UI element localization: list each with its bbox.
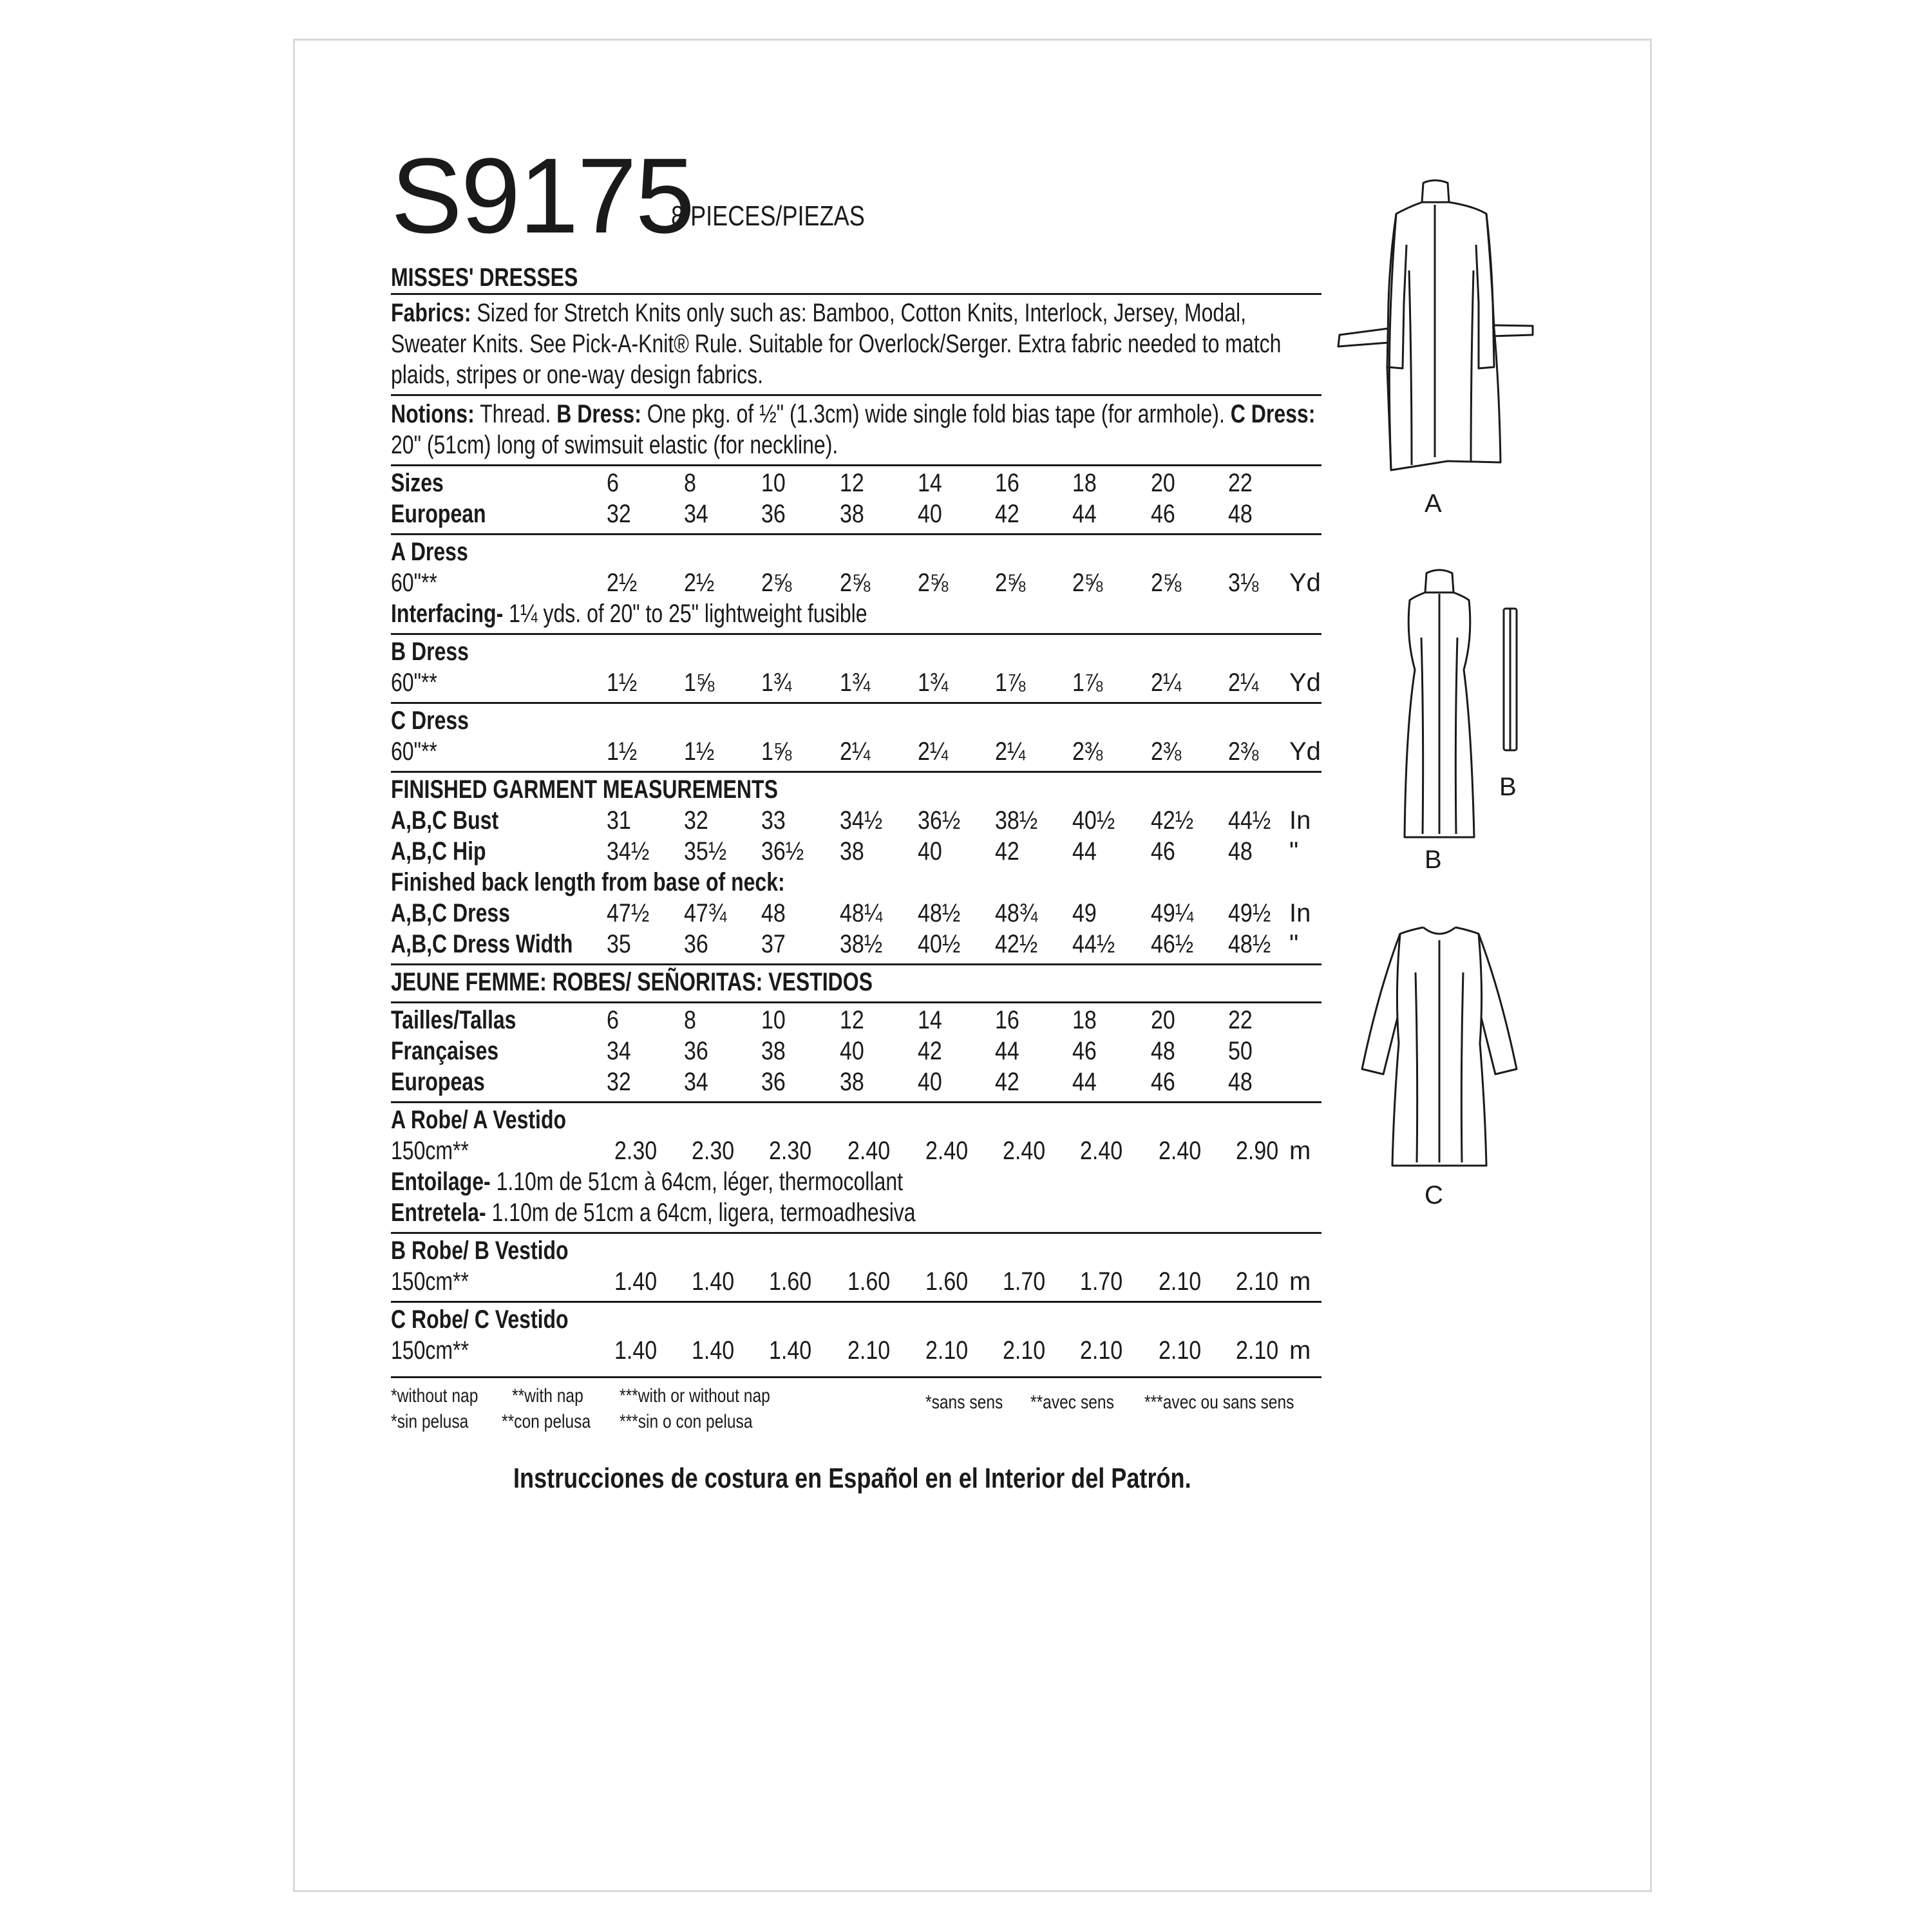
table-row xyxy=(391,498,1321,529)
table-cell: 1.60 xyxy=(769,1267,812,1296)
table-cell: 1¾ xyxy=(840,668,871,697)
table-row xyxy=(391,1304,1321,1335)
row-label: 60"** xyxy=(391,569,437,597)
table-cell: 1½ xyxy=(607,668,638,697)
unit-label: " xyxy=(1289,930,1299,958)
table-cell: 2.10 xyxy=(1159,1267,1202,1296)
table-row xyxy=(391,1135,1321,1166)
table-row xyxy=(391,774,1321,805)
table-cell: 1⅞ xyxy=(995,668,1026,697)
table-cell: 44 xyxy=(995,1037,1019,1065)
unit-label: m xyxy=(1289,1336,1311,1365)
b-robe-block xyxy=(391,1234,1321,1301)
table-cell: 38½ xyxy=(995,806,1038,835)
table-cell: 1⅞ xyxy=(1072,668,1103,697)
table-cell: 2.90 xyxy=(1236,1137,1279,1165)
table-cell: 37 xyxy=(761,930,786,958)
table-cell: 40 xyxy=(840,1037,864,1065)
table-cell: 2⅝ xyxy=(1072,569,1103,597)
table-cell: 2⅝ xyxy=(761,569,792,597)
table-cell: 2.40 xyxy=(1003,1137,1046,1165)
a-dress-block xyxy=(391,535,1321,633)
table-cell: 1.40 xyxy=(692,1267,735,1296)
notions-c-text: 20" (51cm) long of swimsuit elastic (for neckline). xyxy=(391,431,838,459)
metric-title-block xyxy=(391,965,1321,1001)
table-cell: 2.40 xyxy=(925,1137,969,1165)
row-label: A,B,C Hip xyxy=(391,837,486,866)
table-cell: 2.10 xyxy=(1159,1336,1202,1365)
row-label: Tailles/Tallas xyxy=(391,1006,516,1034)
table-row xyxy=(391,567,1321,598)
table-row xyxy=(391,536,1321,567)
table-cell: 36½ xyxy=(761,837,804,866)
note-fr-3: ***avec ou sans sens xyxy=(1144,1392,1294,1413)
table-cell: 40½ xyxy=(1072,806,1115,835)
table-cell: 36 xyxy=(684,1037,708,1065)
entretela-row xyxy=(391,1197,1321,1228)
c-dress-block xyxy=(391,704,1321,771)
table-cell: 2⅜ xyxy=(1151,737,1182,766)
table-cell: 42 xyxy=(995,500,1019,528)
table-row xyxy=(391,867,1321,898)
table-cell: 1¾ xyxy=(761,668,792,697)
entoilage-row xyxy=(391,1166,1321,1197)
table-cell: 32 xyxy=(684,806,708,835)
table-cell: 48 xyxy=(1228,1068,1253,1096)
table-cell: 48½ xyxy=(1228,930,1271,958)
table-row xyxy=(391,705,1321,736)
table-cell: 20 xyxy=(1151,469,1175,497)
table-cell: 38 xyxy=(840,837,864,866)
unit-label: Yd xyxy=(1289,668,1321,697)
table-cell: 35 xyxy=(607,930,631,958)
a-robe-block xyxy=(391,1103,1321,1232)
table-cell: 36½ xyxy=(918,806,961,835)
row-label: A,B,C Dress xyxy=(391,899,510,927)
table-cell: 36 xyxy=(761,1068,786,1096)
table-cell: 42½ xyxy=(995,930,1038,958)
table-cell: 32 xyxy=(607,500,631,528)
note-en-2: **with nap xyxy=(512,1385,583,1406)
table-cell: 2.40 xyxy=(1080,1137,1123,1165)
fabrics-label: Fabrics: xyxy=(391,299,471,327)
table-cell: 31 xyxy=(607,806,631,835)
notions-c-label: C Dress: xyxy=(1230,400,1316,428)
table-cell: 47¾ xyxy=(684,899,727,927)
table-cell: 32 xyxy=(607,1068,631,1096)
table-cell: 2.40 xyxy=(848,1137,891,1165)
table-cell: 10 xyxy=(761,1006,786,1034)
row-label: A Robe/ A Vestido xyxy=(391,1106,567,1134)
table-cell: 2⅝ xyxy=(995,569,1026,597)
row-label: Europeas xyxy=(391,1068,485,1096)
table-cell: 3⅛ xyxy=(1228,569,1259,597)
table-row xyxy=(391,967,1321,998)
row-label: Sizes xyxy=(391,469,444,497)
table-cell: 2.10 xyxy=(1236,1267,1279,1296)
table-row xyxy=(391,1335,1321,1366)
spanish-instructions-note: Instrucciones de costura en Español en el Interior del Patrón. xyxy=(513,1463,1191,1494)
bias-tie-illustration xyxy=(1497,605,1523,753)
note-fr-2: **avec sens xyxy=(1030,1392,1114,1413)
table-cell: 6 xyxy=(607,469,619,497)
table-cell: 44½ xyxy=(1228,806,1271,835)
table-cell: 35½ xyxy=(684,837,727,866)
table-row xyxy=(391,1066,1321,1097)
unit-label: m xyxy=(1289,1137,1311,1165)
table-cell: 2¼ xyxy=(840,737,871,766)
row-label: C Robe/ C Vestido xyxy=(391,1305,569,1334)
table-row xyxy=(391,1266,1321,1297)
table-cell: 6 xyxy=(607,1006,619,1034)
table-cell: 2.10 xyxy=(1080,1336,1123,1365)
pattern-number: S9175 xyxy=(391,137,694,256)
note-es-2: **con pelusa xyxy=(502,1411,591,1432)
table-cell: 2¼ xyxy=(1151,668,1182,697)
entretela-text: 1.10m de 51cm a 64cm, ligera, termoadhesiva xyxy=(486,1198,916,1227)
table-cell: 2⅝ xyxy=(918,569,949,597)
table-cell: 10 xyxy=(761,469,786,497)
table-row xyxy=(391,1104,1321,1135)
row-label: Finished back length from base of neck: xyxy=(391,868,785,896)
table-cell: 34½ xyxy=(840,806,883,835)
table-cell: 44 xyxy=(1072,500,1097,528)
note-es-1: *sin pelusa xyxy=(391,1411,469,1432)
table-cell: 1.60 xyxy=(925,1267,969,1296)
table-cell: 18 xyxy=(1072,469,1097,497)
table-cell: 2½ xyxy=(607,569,638,597)
table-cell: 1.40 xyxy=(769,1336,812,1365)
table-row xyxy=(391,636,1321,667)
table-cell: 2.10 xyxy=(1003,1336,1046,1365)
table-cell: 1⅝ xyxy=(684,668,715,697)
entoilage-text: 1.10m de 51cm à 64cm, léger, thermocollant xyxy=(490,1168,904,1196)
table-cell: 2.30 xyxy=(614,1137,658,1165)
table-cell: 8 xyxy=(684,1006,696,1034)
table-cell: 38 xyxy=(840,1068,864,1096)
unit-label: In xyxy=(1289,899,1311,927)
metric-sizes-block xyxy=(391,1003,1321,1101)
interfacing-row xyxy=(391,598,1321,629)
table-cell: 40½ xyxy=(918,930,961,958)
table-cell: 14 xyxy=(918,1006,942,1034)
table-cell: 2.30 xyxy=(769,1137,812,1165)
table-cell: 48 xyxy=(1228,500,1253,528)
entoilage-label: Entoilage- xyxy=(391,1168,491,1196)
view-label-a: A xyxy=(1425,489,1442,518)
table-row xyxy=(391,667,1321,698)
table-cell: 46 xyxy=(1151,837,1175,866)
table-cell: 50 xyxy=(1228,1037,1253,1065)
table-cell: 44 xyxy=(1072,837,1097,866)
table-cell: 20 xyxy=(1151,1006,1175,1034)
table-cell: 42 xyxy=(918,1037,942,1065)
view-label-b-tie: B xyxy=(1499,773,1517,801)
table-cell: 38½ xyxy=(840,930,883,958)
table-cell: 2.10 xyxy=(1236,1336,1279,1365)
table-cell: 42 xyxy=(995,837,1019,866)
row-label: JEUNE FEMME: ROBES/ SEÑORITAS: VESTIDOS xyxy=(391,968,873,996)
table-cell: 2¼ xyxy=(918,737,949,766)
table-cell: 1½ xyxy=(684,737,715,766)
table-cell: 40 xyxy=(918,500,942,528)
pieces-count: 8 PIECES/PIEZAS xyxy=(671,200,865,232)
unit-label: m xyxy=(1289,1267,1311,1296)
table-cell: 49¼ xyxy=(1151,899,1194,927)
table-cell: 48 xyxy=(1151,1037,1175,1065)
row-label: 150cm** xyxy=(391,1267,469,1296)
table-row xyxy=(391,898,1321,929)
note-es-3: ***sin o con pelusa xyxy=(620,1411,753,1432)
table-cell: 38 xyxy=(761,1037,786,1065)
table-cell: 8 xyxy=(684,469,696,497)
table-cell: 1.70 xyxy=(1080,1267,1123,1296)
table-cell: 1.40 xyxy=(614,1336,658,1365)
table-cell: 12 xyxy=(840,1006,864,1034)
table-row xyxy=(391,929,1321,960)
table-cell: 1⅝ xyxy=(761,737,792,766)
notions-b-label: B Dress: xyxy=(556,400,641,428)
row-label: 150cm** xyxy=(391,1336,469,1365)
row-label: A,B,C Dress Width xyxy=(391,930,573,958)
dress-b-illustration xyxy=(1381,560,1497,844)
row-label: FINISHED GARMENT MEASUREMENTS xyxy=(391,775,778,804)
row-label: 150cm** xyxy=(391,1137,469,1165)
entretela-label: Entretela- xyxy=(391,1198,486,1227)
table-cell: 2¼ xyxy=(995,737,1026,766)
row-label: Françaises xyxy=(391,1037,499,1065)
table-cell: 38 xyxy=(840,500,864,528)
table-cell: 1.40 xyxy=(614,1267,658,1296)
unit-label: Yd xyxy=(1289,569,1321,597)
table-cell: 2.30 xyxy=(692,1137,735,1165)
table-row xyxy=(391,468,1321,498)
notions-text: Thread. xyxy=(474,400,557,428)
table-cell: 40 xyxy=(918,1068,942,1096)
fabrics-paragraph xyxy=(391,295,1321,394)
unit-label: In xyxy=(1289,806,1311,835)
table-cell: 46 xyxy=(1151,500,1175,528)
b-dress-block xyxy=(391,635,1321,702)
table-cell: 2¼ xyxy=(1228,668,1259,697)
table-cell: 49½ xyxy=(1228,899,1271,927)
table-cell: 46 xyxy=(1072,1037,1097,1065)
table-cell: 14 xyxy=(918,469,942,497)
row-label: 60"** xyxy=(391,737,437,766)
table-cell: 34 xyxy=(684,500,708,528)
unit-label: Yd xyxy=(1289,737,1321,766)
sizes-block xyxy=(391,466,1321,533)
row-label: A Dress xyxy=(391,538,468,566)
table-row xyxy=(391,836,1321,867)
row-label: C Dress xyxy=(391,706,469,735)
table-cell: 44 xyxy=(1072,1068,1097,1096)
table-cell: 42 xyxy=(995,1068,1019,1096)
table-cell: 48 xyxy=(1228,837,1253,866)
table-cell: 34 xyxy=(607,1037,631,1065)
table-cell: 34½ xyxy=(607,837,650,866)
table-cell: 1.40 xyxy=(692,1336,735,1365)
row-label: European xyxy=(391,500,486,528)
table-cell: 47½ xyxy=(607,899,650,927)
table-cell: 44½ xyxy=(1072,930,1115,958)
table-cell: 2.10 xyxy=(848,1336,891,1365)
table-cell: 36 xyxy=(761,500,786,528)
view-label-b: B xyxy=(1425,846,1442,874)
table-cell: 48¼ xyxy=(840,899,883,927)
section-title-misses: MISSES' DRESSES xyxy=(391,263,578,292)
table-cell: 34 xyxy=(684,1068,708,1096)
note-en-3: ***with or without nap xyxy=(620,1385,770,1406)
table-cell: 2.40 xyxy=(1159,1137,1202,1165)
table-row xyxy=(391,1036,1321,1066)
row-label: 60"** xyxy=(391,668,437,697)
table-cell: 46½ xyxy=(1151,930,1194,958)
table-cell: 33 xyxy=(761,806,786,835)
view-label-c: C xyxy=(1425,1181,1443,1209)
table-cell: 18 xyxy=(1072,1006,1097,1034)
interfacing-label: Interfacing- xyxy=(391,600,504,628)
dress-c-illustration xyxy=(1359,914,1520,1172)
table-cell: 1.70 xyxy=(1003,1267,1046,1296)
unit-label: " xyxy=(1289,837,1299,866)
table-cell: 16 xyxy=(995,469,1019,497)
table-cell: 1½ xyxy=(607,737,638,766)
table-cell: 2.10 xyxy=(925,1336,969,1365)
note-fr-1: *sans sens xyxy=(925,1392,1003,1413)
table-cell: 46 xyxy=(1151,1068,1175,1096)
table-cell: 36 xyxy=(684,930,708,958)
table-cell: 16 xyxy=(995,1006,1019,1034)
finished-measurements-block xyxy=(391,773,1321,963)
nap-notes xyxy=(391,1381,1321,1436)
table-cell: 40 xyxy=(918,837,942,866)
table-cell: 12 xyxy=(840,469,864,497)
table-cell: 1¾ xyxy=(918,668,949,697)
table-row xyxy=(391,805,1321,836)
row-label: A,B,C Bust xyxy=(391,806,499,835)
interfacing-text: 1¼ yds. of 20" to 25" lightweight fusible xyxy=(503,600,867,628)
divider xyxy=(391,1376,1321,1378)
table-cell: 2⅜ xyxy=(1228,737,1259,766)
table-cell: 2⅜ xyxy=(1072,737,1103,766)
table-cell: 49 xyxy=(1072,899,1097,927)
table-cell: 22 xyxy=(1228,1006,1253,1034)
table-cell: 48¾ xyxy=(995,899,1038,927)
table-cell: 2⅝ xyxy=(1151,569,1182,597)
table-cell: 22 xyxy=(1228,469,1253,497)
table-cell: 1.60 xyxy=(848,1267,891,1296)
table-cell: 42½ xyxy=(1151,806,1194,835)
notions-label: Notions: xyxy=(391,400,475,428)
notions-paragraph xyxy=(391,396,1321,464)
c-robe-block xyxy=(391,1303,1321,1370)
table-cell: 48 xyxy=(761,899,786,927)
table-cell: 48½ xyxy=(918,899,961,927)
row-label: B Robe/ B Vestido xyxy=(391,1236,569,1265)
dress-a-illustration xyxy=(1327,174,1546,477)
pattern-header xyxy=(391,137,1357,256)
fabrics-text: Sized for Stretch Knits only such as: Bamboo, Cotton Knits, Interlock, Jersey, Modal, Sweater Knits. See Pick-A-Knit® Rule. Suitable for Overlock/Serger. Extra fabric needed to match plaids, stripes or one-way design fabrics. xyxy=(391,299,1282,389)
table-cell: 2⅝ xyxy=(840,569,871,597)
row-label: B Dress xyxy=(391,638,469,666)
notions-b-text: One pkg. of ½" (1.3cm) wide single fold bias tape (for armhole). xyxy=(641,400,1231,428)
table-row xyxy=(391,1235,1321,1266)
table-cell: 2½ xyxy=(684,569,715,597)
yardage-chart xyxy=(391,262,1321,1436)
table-row xyxy=(391,736,1321,767)
note-en-1: *without nap xyxy=(391,1385,478,1406)
table-row xyxy=(391,1005,1321,1036)
